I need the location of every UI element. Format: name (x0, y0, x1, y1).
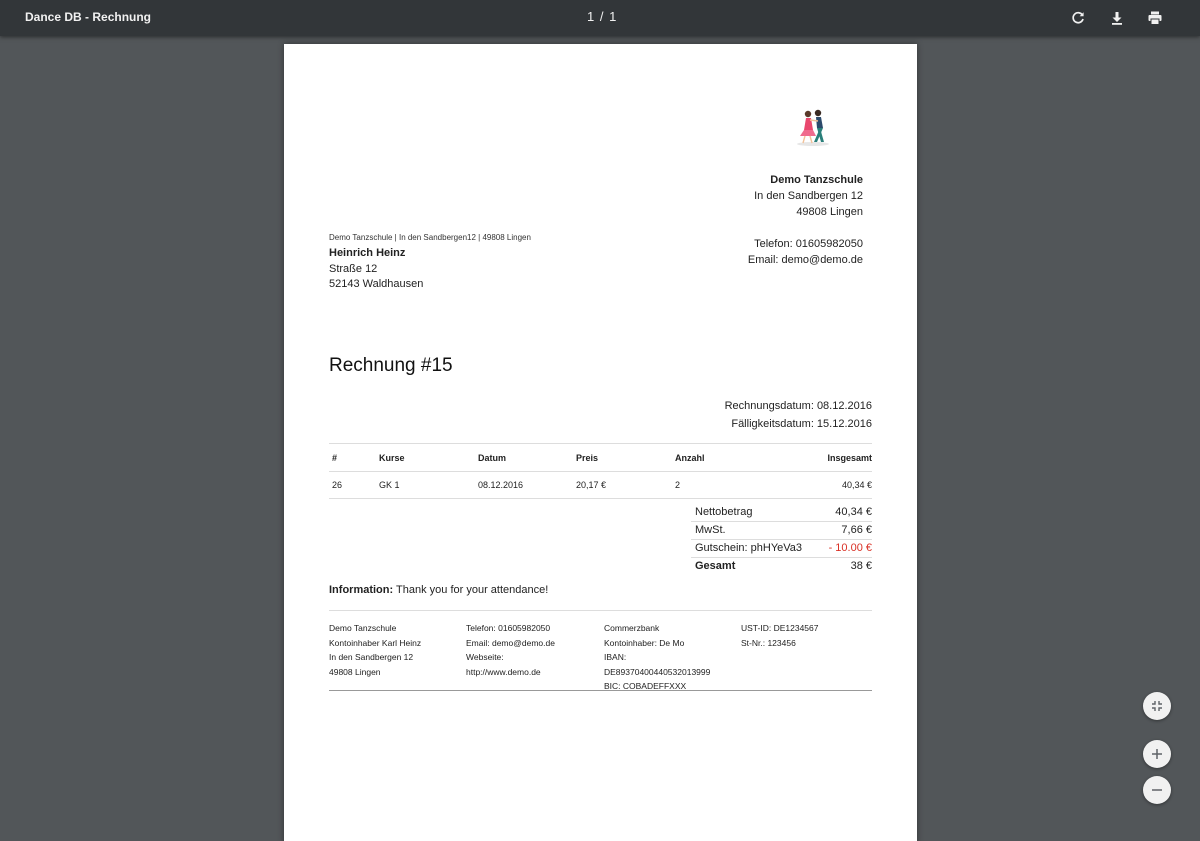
invoice-dates (725, 397, 872, 433)
dancing-couple-logo (790, 106, 836, 148)
fit-page-icon (1150, 699, 1164, 713)
cell-course: GK 1 (376, 472, 475, 499)
footer-line: Demo Tanzschule (329, 623, 397, 633)
footer-tax-column (741, 621, 818, 650)
footer-bank-column (604, 621, 710, 694)
recipient-address (329, 246, 423, 293)
zoom-in-icon (1150, 747, 1164, 761)
company-city: 49808 Lingen (796, 206, 863, 218)
download-icon (1109, 10, 1125, 26)
zoom-in-button[interactable] (1143, 740, 1171, 768)
header-courses: Kurse (376, 444, 475, 472)
invoice-date: Rechnungsdatum: 08.12.2016 (724, 400, 872, 412)
company-phone: Telefon: 01605982050 (754, 238, 863, 250)
zoom-out-icon (1150, 783, 1164, 797)
footer-line: Webseite: (466, 652, 504, 662)
footer-line: DE89370400440532013999 (604, 666, 711, 677)
voucher-value: - 10.00 € (818, 539, 872, 557)
print-button[interactable] (1143, 6, 1167, 30)
footer-line: BIC: COBADEFFXXX (604, 681, 687, 691)
totals-table (691, 503, 872, 575)
information-text: Thank you for your attendance! (393, 584, 549, 596)
cell-price: 20,17 € (573, 472, 672, 499)
net-row (691, 503, 872, 521)
footer-line: Kontoinhaber Karl Heinz (329, 637, 422, 648)
download-button[interactable] (1105, 6, 1129, 30)
footer-company-column (329, 621, 421, 679)
grand-total-label: Gesamt (695, 560, 736, 573)
footer-line: UST-ID: DE1234567 (741, 623, 819, 633)
grand-total-row (691, 557, 872, 575)
voucher-row (691, 539, 872, 557)
company-name: Demo Tanzschule (770, 174, 863, 186)
footer-line: IBAN: (604, 652, 627, 662)
header-number: # (329, 444, 376, 472)
due-date: Fälligkeitsdatum: 15.12.2016 (731, 418, 872, 430)
vat-value: 7,66 € (818, 521, 872, 539)
rotate-button[interactable] (1066, 6, 1090, 30)
vat-row (691, 521, 872, 539)
cell-quantity: 2 (672, 472, 772, 499)
invoice-title: Rechnung #15 (329, 355, 453, 376)
document-title: Dance DB - Rechnung (25, 10, 152, 24)
vat-label: MwSt. (691, 521, 818, 539)
grand-total-value: 38 € (850, 560, 872, 573)
footer-line: http://www.demo.de (466, 666, 541, 677)
footer-line: Telefon: 01605982050 (466, 623, 551, 633)
header-quantity: Anzahl (672, 444, 772, 472)
viewer-toolbar (0, 0, 1200, 36)
information-note (329, 584, 548, 596)
footer-line: In den Sandbergen 12 (329, 652, 414, 662)
information-label: Information: (329, 584, 394, 596)
recipient-name: Heinrich Heinz (329, 247, 406, 259)
sender-line: Demo Tanzschule | In den Sandbergen12 | 49808 Lingen (329, 233, 531, 242)
recipient-city: 52143 Waldhausen (329, 278, 424, 290)
header-total: Insgesamt (772, 444, 872, 472)
table-row (329, 472, 872, 499)
recipient-street: Straße 12 (329, 262, 378, 275)
footer-contact-column (466, 621, 555, 679)
table-header-row (329, 444, 872, 472)
net-value: 40,34 € (818, 503, 872, 521)
cell-number: 26 (329, 472, 376, 499)
print-icon (1147, 10, 1163, 26)
zoom-out-button[interactable] (1143, 776, 1171, 804)
cell-date: 08.12.2016 (475, 472, 573, 499)
page-indicator: 1 / 1 (587, 9, 618, 24)
footer-line: Commerzbank (604, 623, 660, 633)
header-price: Preis (573, 444, 672, 472)
footer-line: Kontoinhaber: De Mo (604, 637, 685, 648)
net-label: Nettobetrag (691, 503, 818, 521)
voucher-label: Gutschein: phHYeVa3 (691, 539, 818, 557)
company-email: Email: demo@demo.de (747, 254, 863, 266)
rotate-icon (1070, 10, 1086, 26)
items-table (329, 443, 872, 499)
cell-total: 40,34 € (772, 472, 872, 499)
invoice-page (284, 44, 917, 841)
company-street: In den Sandbergen 12 (754, 190, 863, 202)
company-address (748, 172, 863, 268)
fit-page-button[interactable] (1143, 692, 1171, 720)
header-date: Datum (475, 444, 573, 472)
footer-line: Email: demo@demo.de (466, 637, 555, 648)
footer-line: St-Nr.: 123456 (741, 637, 796, 648)
footer-line: 49808 Lingen (329, 666, 381, 677)
invoice-footer (329, 610, 872, 691)
